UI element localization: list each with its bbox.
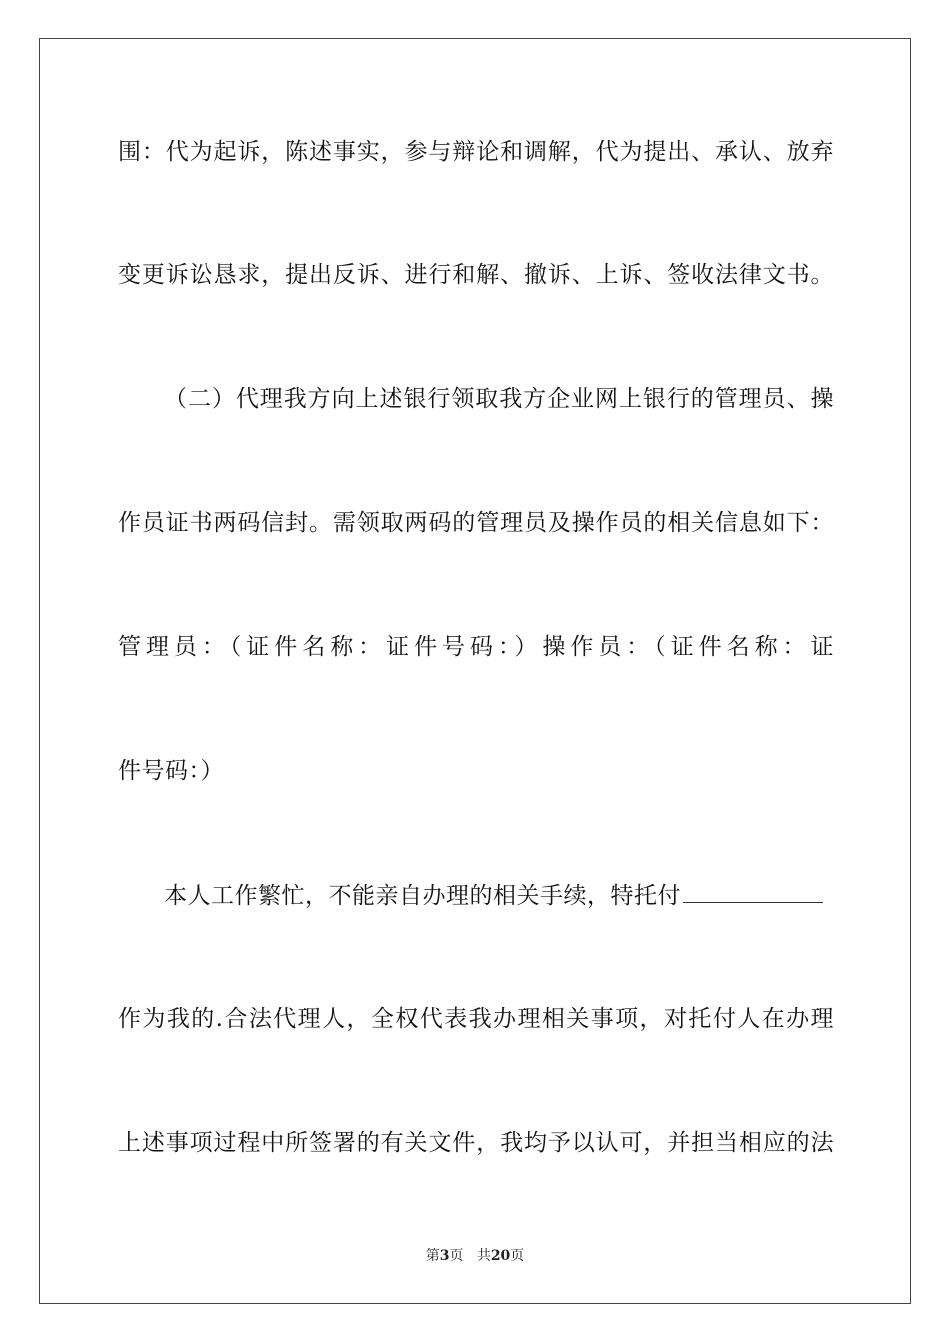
body-line-8: 作为我的.合法代理人，全权代表我办理相关事项，对托付人在办理: [118, 1006, 834, 1032]
body-line-2: 变更诉讼恳求，提出反诉、进行和解、撤诉、上诉、签收法律文书。: [118, 262, 834, 288]
footer-total-unit: 页: [510, 1248, 525, 1264]
footer-page-unit: 页: [449, 1248, 464, 1264]
footer-page-prefix: 第: [425, 1248, 440, 1264]
footer-total-prefix: 共: [476, 1248, 491, 1264]
body-line-6: 件号码：）: [118, 758, 224, 784]
page-footer: [0, 1247, 950, 1265]
footer-page-current: 3: [439, 1248, 450, 1264]
body-line-7: [118, 880, 834, 911]
page-border: [39, 38, 911, 1304]
body-line-7-text: 本人工作繁忙，不能亲自办理的相关手续，特托付: [164, 883, 681, 909]
body-line-3: （二）代理我方向上述银行领取我方企业网上银行的管理员、操: [164, 386, 834, 412]
footer-page-total: 20: [490, 1248, 511, 1264]
body-line-1: 围：代为起诉，陈述事实，参与辩论和调解，代为提出、承认、放弃: [118, 139, 834, 165]
entrusted-person-blank: [683, 880, 823, 903]
body-line-9: 上述事项过程中所签署的有关文件，我均予以认可，并担当相应的法: [118, 1130, 834, 1156]
body-line-4: 作员证书两码信封。需领取两码的管理员及操作员的相关信息如下：: [118, 510, 834, 536]
body-line-5: 管理员：（证件名称：证件号码：）操作员：（证件名称：证: [118, 634, 834, 660]
